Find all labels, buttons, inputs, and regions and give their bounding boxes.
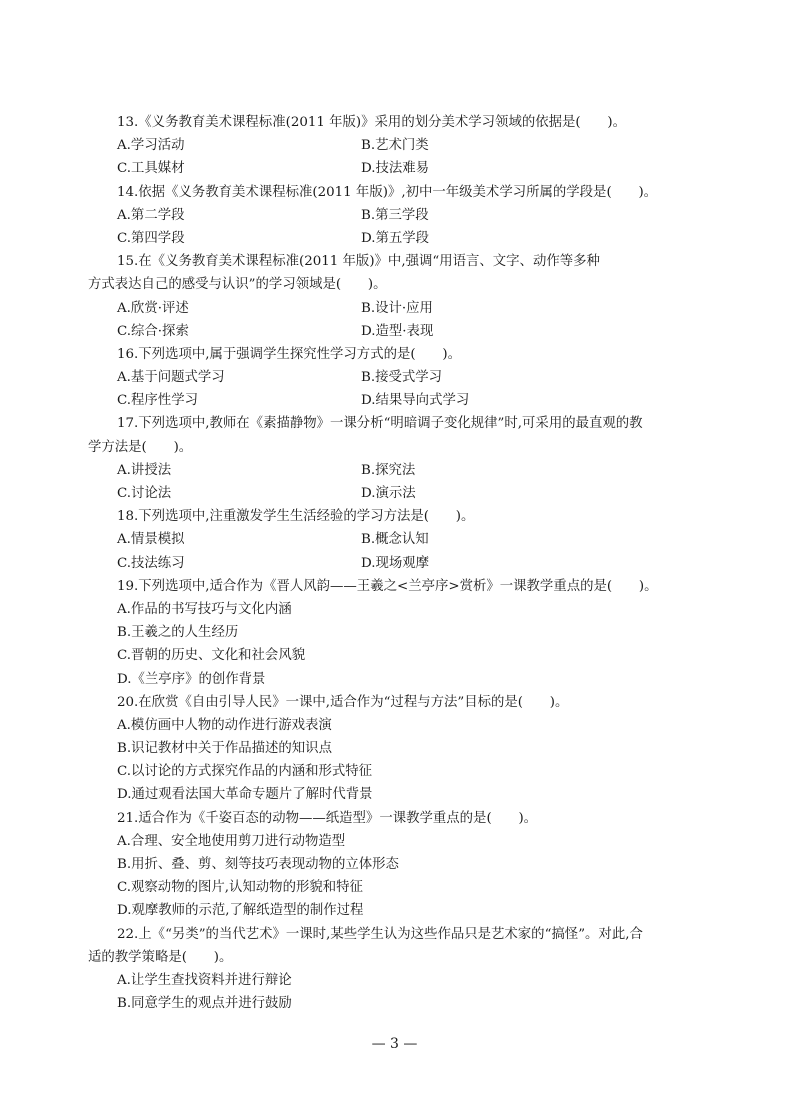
options-row bbox=[0, 459, 789, 482]
question-stem-continued: 方式表达自己的感受与认识”的学习领域是( )。 bbox=[88, 277, 387, 293]
option-a: A.第二学段 bbox=[117, 207, 185, 223]
option-a: A.讲授法 bbox=[117, 462, 172, 478]
question-21 bbox=[0, 807, 789, 923]
option-a: A.作品的书写技巧与文化内涵 bbox=[117, 601, 292, 617]
question-15 bbox=[0, 250, 789, 343]
option-d: D.《兰亭序》的创作背景 bbox=[117, 671, 266, 687]
options-row bbox=[0, 227, 789, 250]
option-a: A.模仿画中人物的动作进行游戏表演 bbox=[117, 717, 332, 733]
options-row bbox=[0, 134, 789, 157]
option-b: B.王羲之的人生经历 bbox=[117, 625, 239, 641]
question-stem: 22.上《“另类”的当代艺术》一课时,某些学生认为这些作品只是艺术家的“搞怪”。对此,合 bbox=[117, 926, 643, 942]
option-a: A.欣赏·评述 bbox=[117, 300, 189, 316]
option-b: B.探究法 bbox=[361, 462, 416, 478]
option-d: D.结果导向式学习 bbox=[361, 393, 470, 409]
option-b: B.概念认知 bbox=[361, 532, 429, 548]
options-row bbox=[0, 157, 789, 180]
option-c: C.第四学段 bbox=[117, 230, 185, 246]
question-stem-continued: 学方法是( )。 bbox=[88, 439, 193, 455]
page-number: — 3 — bbox=[371, 1036, 418, 1052]
option-b: B.第三学段 bbox=[361, 207, 429, 223]
option-c: C.技法练习 bbox=[117, 555, 185, 571]
question-stem: 17.下列选项中,教师在《素描静物》一课分析“明暗调子变化规律”时,可采用的最直观的教 bbox=[117, 416, 643, 432]
question-list bbox=[0, 111, 789, 1015]
question-20 bbox=[0, 691, 789, 807]
question-stem: 19.下列选项中,适合作为《晋人风韵——王羲之<兰亭序>赏析》一课教学重点的是( )。 bbox=[117, 578, 658, 594]
question-17 bbox=[0, 412, 789, 505]
option-a: A.让学生查找资料并进行辩论 bbox=[117, 972, 292, 988]
options-row bbox=[0, 528, 789, 551]
option-b: B.用折、叠、剪、刻等技巧表现动物的立体形态 bbox=[117, 857, 399, 872]
option-d: D.现场观摩 bbox=[361, 555, 430, 571]
question-22 bbox=[0, 923, 789, 1016]
question-13 bbox=[0, 111, 789, 181]
question-stem-continued: 适的教学策略是( )。 bbox=[88, 949, 233, 965]
option-d: D.演示法 bbox=[361, 486, 416, 501]
question-stem: 21.适合作为《千姿百态的动物——纸造型》一课教学重点的是( )。 bbox=[117, 810, 538, 826]
option-a: A.学习活动 bbox=[117, 138, 185, 154]
option-b: B.艺术门类 bbox=[361, 138, 429, 154]
option-a: A.合理、安全地使用剪刀进行动物造型 bbox=[117, 833, 346, 849]
options-row bbox=[0, 389, 789, 412]
option-c: C.工具媒材 bbox=[117, 161, 185, 177]
question-stem: 20.在欣赏《自由引导人民》一课中,适合作为“过程与方法”目标的是( )。 bbox=[117, 694, 569, 710]
question-19 bbox=[0, 575, 789, 691]
question-18 bbox=[0, 505, 789, 575]
option-c: C.综合·探索 bbox=[117, 323, 189, 339]
options-row bbox=[0, 366, 789, 389]
option-b: B.接受式学习 bbox=[361, 370, 443, 386]
option-b: B.同意学生的观点并进行鼓励 bbox=[117, 996, 292, 1012]
question-stem: 15.在《义务教育美术课程标准(2011 年版)》中,强调“用语言、文字、动作等多种 bbox=[117, 254, 600, 270]
question-16 bbox=[0, 343, 789, 413]
option-c: C.程序性学习 bbox=[117, 393, 198, 409]
option-b: B.识记教材中关于作品描述的知识点 bbox=[117, 741, 332, 757]
question-stem: 18.下列选项中,注重激发学生生活经验的学习方法是( )。 bbox=[117, 509, 475, 525]
option-d: D.第五学段 bbox=[361, 230, 430, 246]
option-a: A.情景模拟 bbox=[117, 532, 185, 548]
options-row bbox=[0, 204, 789, 227]
option-d: D.观摩教师的示范,了解纸造型的制作过程 bbox=[117, 903, 364, 919]
option-d: D.造型·表现 bbox=[361, 323, 434, 339]
options-row bbox=[0, 552, 789, 575]
options-row bbox=[0, 320, 789, 343]
option-c: C.讨论法 bbox=[117, 486, 172, 501]
option-d: D.技法难易 bbox=[361, 161, 430, 177]
question-stem: 16.下列选项中,属于强调学生探究性学习方式的是( )。 bbox=[117, 346, 461, 362]
question-stem: 14.依据《义务教育美术课程标准(2011 年版)》,初中一年级美术学习所属的学段是( )。 bbox=[117, 184, 658, 200]
question-stem: 13.《义务教育美术课程标准(2011 年版)》采用的划分美术学习领域的依据是( )。 bbox=[117, 115, 627, 130]
option-a: A.基于问题式学习 bbox=[117, 370, 225, 386]
option-c: C.晋朝的历史、文化和社会风貌 bbox=[117, 648, 306, 664]
options-row bbox=[0, 482, 789, 505]
option-c: C.观察动物的图片,认知动物的形貌和特征 bbox=[117, 880, 363, 896]
question-14 bbox=[0, 181, 789, 251]
option-b: B.设计·应用 bbox=[361, 300, 433, 316]
option-d: D.通过观看法国大革命专题片了解时代背景 bbox=[117, 787, 373, 803]
option-c: C.以讨论的方式探究作品的内涵和形式特征 bbox=[117, 764, 373, 780]
options-row bbox=[0, 297, 789, 320]
